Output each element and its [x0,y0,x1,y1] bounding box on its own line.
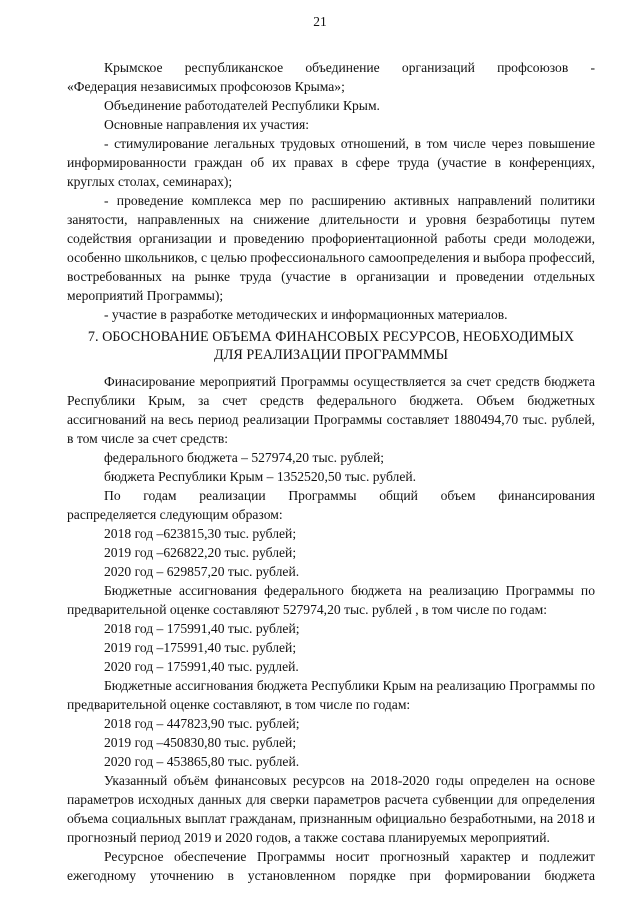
total-2019: 2019 год –626822,20 тыс. рублей; [104,545,297,560]
heading-line-2: ДЛЯ РЕАЛИЗАЦИИ ПРОГРАМММЫ [214,347,448,363]
paragraph-federal: Бюджетные ассигнования федерального бюджета на реализацию Программы по предварительной оценке составляют 527974,20 тыс. рублей , в том числе по годам: [67,583,595,617]
paragraph-forecast-line1: Ресурсное обеспечение Программы носит прогнозный характер и подлежит [104,849,595,864]
crimea-2018: 2018 год – 447823,90 тыс. рублей; [104,716,300,731]
crimea-2019: 2019 год –450830,80 тыс. рублей; [104,735,297,750]
paragraph-crimea: Бюджетные ассигнования бюджета Республики Крым на реализацию Программы по предварительной оценке составляют, в том числе по годам: [67,678,595,712]
total-2020: 2020 год – 629857,20 тыс. рублей. [104,564,300,579]
federal-2019: 2019 год –175991,40 тыс. рублей; [104,640,297,655]
section-heading [67,328,595,364]
org1-line2: «Федерация независимых профсоюзов Крыма»; [67,79,345,94]
paragraph-by-years-line2: распределяется следующим образом: [67,507,283,522]
page-number: 21 [313,14,327,29]
crimea-2020: 2020 год – 453865,80 тыс. рублей. [104,754,300,769]
directions-intro: Основные направления их участия: [104,117,310,132]
paragraph-financing: Финасирование мероприятий Программы осуществляется за счет средств бюджета Республики Крым, за счет средств федерального бюджета. Объем бюджетных ассигнований на весь период реализации Программы составляет 1880494,70 тыс. рублей, в том числе за счет средств: [67,374,595,446]
federal-total: федерального бюджета – 527974,20 тыс. рублей; [104,450,385,465]
org2: Объединение работодателей Республики Крым. [104,98,380,113]
heading-line-1: 7. ОБОСНОВАНИЕ ОБЪЕМА ФИНАНСОВЫХ РЕСУРСОВ, НЕОБХОДИМЫХ [87,329,575,345]
paragraph-forecast-line2: ежегодному уточнению в установленном порядке при формировании бюджета [67,868,595,883]
bullet-2: - проведение комплекса мер по расширению активных направлений политики занятости, направленных на снижение длительности и уровня безработицы путем содействия организации и проведению профориентационной работы среди молодежи, особенно школьников, с целью профессионального самоопределения и выбора профессий, востребованных на рынке труда (участие в организации и проведении отдельных мероприятий Программы); [67,193,595,303]
federal-2018: 2018 год – 175991,40 тыс. рублей; [104,621,300,636]
document-body [67,58,595,885]
paragraph-by-years-line1: По годам реализации Программы общий объем финансирования [104,488,595,503]
org1-line1: Крымское республиканское объединение организаций профсоюзов - [104,60,595,75]
federal-2020: 2020 год – 175991,40 тыс. рудлей. [104,659,299,674]
crimea-total: бюджета Республики Крым – 1352520,50 тыс. рублей. [104,469,417,484]
bullet-3: - участие в разработке методических и информационных материалов. [104,307,508,322]
total-2018: 2018 год –623815,30 тыс. рублей; [104,526,297,541]
bullet-1: - стимулирование легальных трудовых отношений, в том числе через повышение информированности граждан об их правах в сфере труда (участие в конференциях, круглых столах, семинарах); [67,136,595,189]
paragraph-resources: Указанный объём финансовых ресурсов на 2018-2020 годы определен на основе параметров исходных данных для сверки параметров расчета субвенции для определения объема социальных выплат гражданам, признанным официально безработными, на 2018 и прогнозный период 2019 и 2020 годов, а также состава планируемых мероприятий. [67,773,595,845]
